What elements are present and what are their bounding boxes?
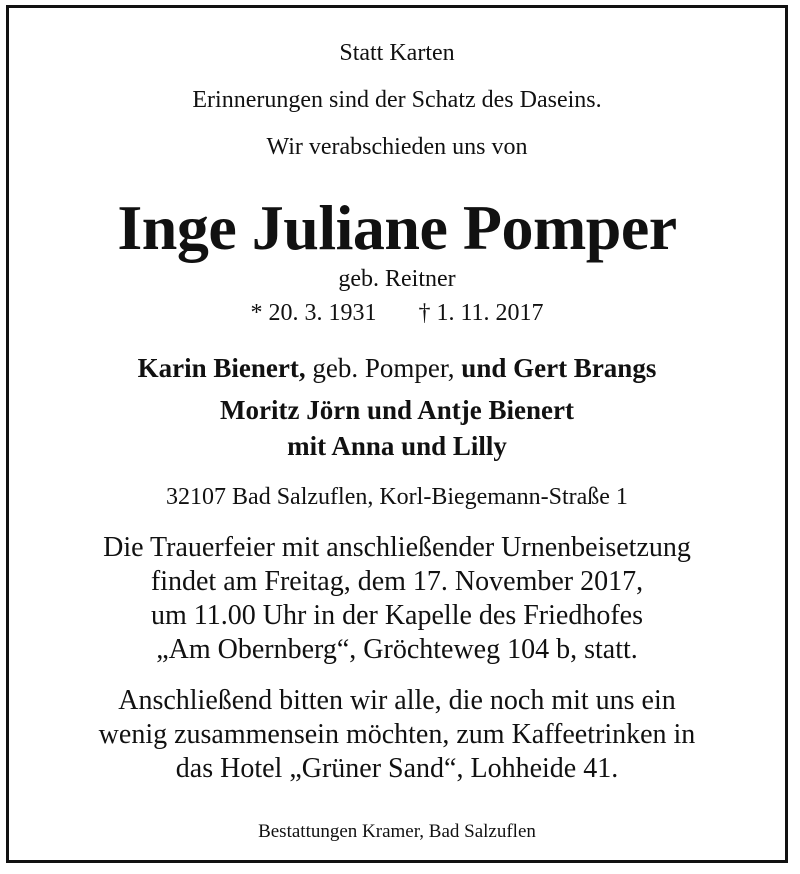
ceremony-line-2: findet am Freitag, dem 17. November 2017, [150, 566, 644, 597]
life-dates [9, 301, 785, 325]
mourner-name-2: und Gert Brangs [461, 353, 657, 383]
mourners-line-2: Moritz Jörn und Antje Bienert [220, 395, 574, 425]
address-text: 32107 Bad Salzuflen, Korl-Biegemann-Straße 1 [166, 484, 628, 510]
death-date: † 1. 11. 2017 [418, 300, 544, 326]
reception-line-1: Anschließend bitten wir alle, die noch mit uns ein [118, 685, 676, 716]
birth-name: geb. Reitner [338, 266, 456, 292]
mourners-line-3: mit Anna und Lilly [287, 431, 507, 461]
quote-text: Erinnerungen sind der Schatz des Daseins. [192, 87, 602, 113]
reception-line-2: wenig zusammensein möchten, zum Kaffeetrinken in [98, 719, 696, 750]
ceremony-line-1: Die Trauerfeier mit anschließender Urnenbeisetzung [103, 532, 691, 563]
mourners-line-1 [9, 355, 785, 382]
funeral-home-credit: Bestattungen Kramer, Bad Salzuflen [258, 821, 536, 842]
birth-date: * 20. 3. 1931 [250, 300, 377, 326]
deceased-name: Inge Juliane Pomper [117, 192, 677, 263]
reception-line-3: das Hotel „Grüner Sand“, Lohheide 41. [175, 753, 619, 784]
ceremony-line-4: „Am Obernberg“, Gröchteweg 104 b, statt. [156, 634, 638, 665]
mourner-name-1: Karin Bienert, [137, 353, 306, 383]
mourner-birth-name: geb. Pomper, [312, 353, 455, 383]
ceremony-line-3: um 11.00 Uhr in der Kapelle des Friedhofes [151, 600, 643, 631]
obituary-notice [6, 5, 788, 863]
farewell-text: Wir verabschieden uns von [266, 134, 528, 160]
intro-text: Statt Karten [339, 40, 455, 66]
